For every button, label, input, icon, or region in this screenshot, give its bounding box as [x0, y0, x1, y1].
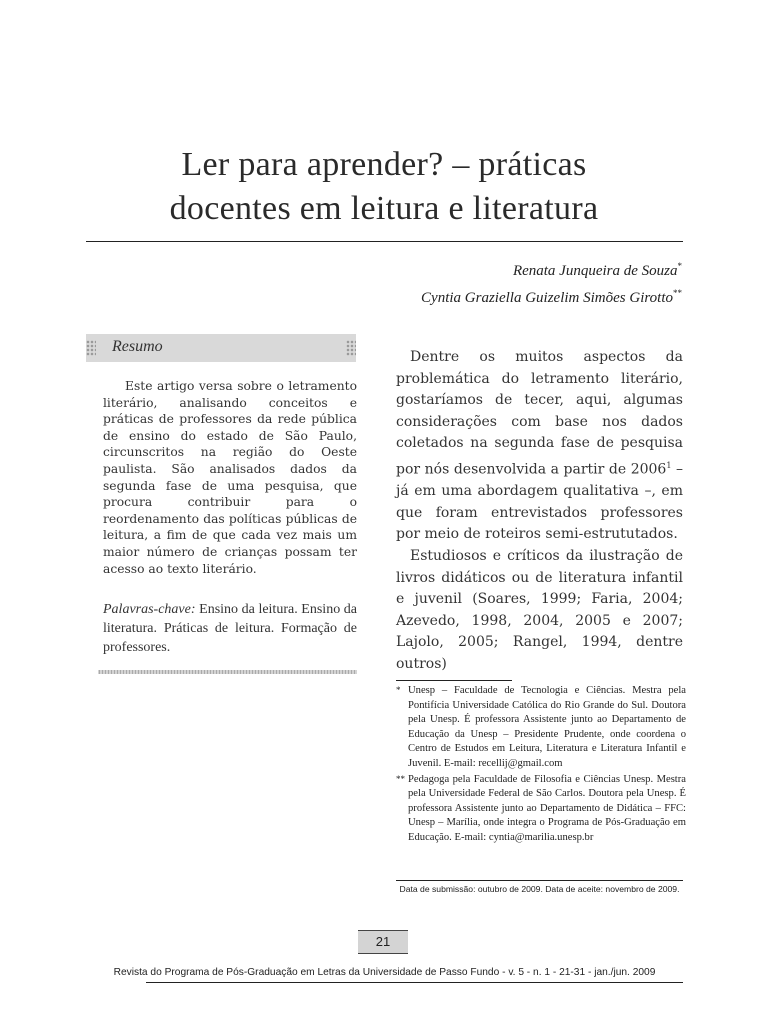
author-1 — [421, 255, 682, 282]
body-paragraph-2: Estudiosos e críticos da ilustração de livros didáticos ou de literatura infantil e juvenil (Soares, 1999; Faria, 2004; Azevedo, 1998, 2004, 2005 e 2007; Lajolo, 2005; Rangel, 1994, dentre outros) — [396, 548, 683, 672]
footnote-1 — [396, 684, 686, 772]
keywords-text: Ensino da leitura. Ensino da literatura. Práticas de leitura. Formação de professores. — [103, 602, 358, 655]
dotted-ornament-left — [86, 340, 96, 356]
keywords — [103, 600, 357, 657]
footnote-2-text: Pedagoga pela Faculdade de Filosofia e Ciências Unesp. Mestra pela Universidade Federal de São Carlos. Doutora pela Unesp. É professora Assistente junto ao Departamento de Didática – FFC: Unesp – Marília, onde integra o Programa de Pós-Graduação em Educação. E-mail: cyntia@marilia.unesp.br — [408, 773, 686, 843]
article-title-line-2: docentes em leitura e literatura — [169, 190, 599, 227]
dotted-ornament-right — [346, 340, 356, 356]
body-paragraph-1-start: Dentre os muitos aspectos da problemática do letramento literário, gostaríamos de tecer, aqui, algumas considerações com base nos dados coletados na segunda fase de pesquisa por nós desenvolvida a partir de 2006 — [396, 349, 683, 478]
article-title — [60, 143, 708, 231]
body-paragraph-1 — [396, 347, 683, 546]
page-number: 21 — [358, 930, 408, 954]
submission-dates: Data de submissão: outubro de 2009. Data de aceite: novembro de 2009. — [399, 884, 680, 894]
author-2 — [421, 282, 682, 309]
footnote-2-mark: ** — [396, 773, 405, 784]
running-footer: Revista do Programa de Pós-Graduação em Letras da Universidade de Passo Fundo - v. 5 - n. 1 - 21-31 - jan./jun. 2009 — [113, 967, 656, 978]
footnotes — [396, 684, 686, 847]
body-text-column — [396, 347, 683, 676]
keywords-label: Palavras-chave: — [103, 602, 196, 617]
abstract-text: Este artigo versa sobre o letramento literário, analisando conceitos e práticas de professores da rede pública de ensino do estado de São Paulo, circunscritos na região do Oeste paulista. São analisados dados da segunda fase de uma pesquisa, que procura contribuir para o reordenamento das políticas públicas de leitura, a fim de que cada vez mais um maior número de crianças possam ter acesso ao texto literário. — [103, 379, 357, 576]
submission-divider — [396, 880, 683, 881]
author-2-mark: ** — [673, 288, 682, 298]
body-paragraph-1-end: – já em uma abordagem qualitativa –, em que foram entrevistados professores por meio de roteiros semi-estrututados. — [396, 461, 683, 543]
footnote-2 — [396, 773, 686, 846]
footer-divider — [146, 982, 683, 983]
footnote-1-text: Unesp – Faculdade de Tecnologia e Ciências. Mestra pela Pontifícia Universidade Católica do Rio Grande do Sul. Doutora pela Unesp. É professora Assistente junto ao Departamento de Educação da Unesp – Presidente Prudente, onde coordena o Centro de Estudos em Leitura, Literatura e Literatura Infantil e Juvenil. E-mail: recellij@gmail.com — [408, 685, 686, 769]
abstract-dotted-divider — [98, 670, 357, 674]
article-title-line-1: Ler para aprender? – práticas — [181, 146, 587, 183]
author-2-name: Cyntia Graziella Guizelim Simões Girotto — [421, 290, 673, 306]
title-divider — [86, 241, 683, 242]
author-list — [421, 255, 682, 309]
footnote-1-mark: * — [396, 685, 401, 695]
footnote-divider — [396, 680, 512, 681]
author-1-mark: * — [677, 261, 682, 271]
abstract-heading: Resumo — [112, 338, 163, 355]
abstract-heading-box — [86, 334, 356, 362]
author-1-name: Renata Junqueira de Souza — [512, 263, 678, 279]
footnote-ref-1: 1 — [666, 460, 672, 470]
